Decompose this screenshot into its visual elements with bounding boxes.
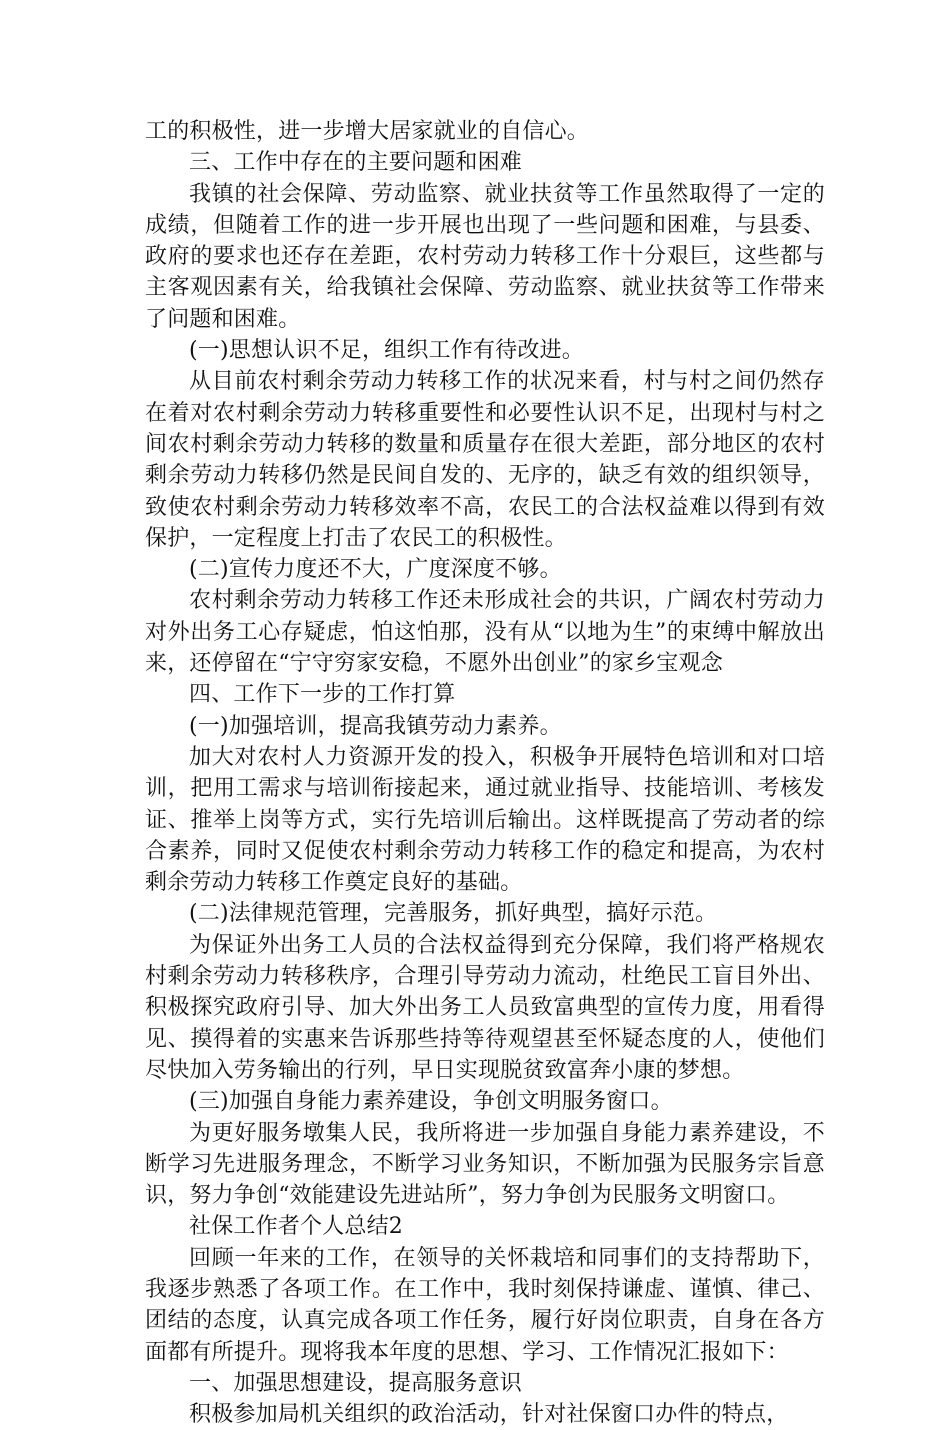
document-body	[145, 116, 825, 1430]
subheading-3-2: (二)宣传力度还不大，广度深度不够。	[189, 557, 562, 583]
section-heading-3: 三、工作中存在的主要问题和困难	[189, 150, 523, 176]
paragraph-2: 我镇的社会保障、劳动监察、就业扶贫等工作虽然取得了一定的成绩，但随着工作的进一步开展也出现了一些问题和困难，与县委、政府的要求也还存在差距，农村劳动力转移工作十分艰巨，这些都与主客观因素有关，给我镇社会保障、劳动监察、就业扶贫等工作带来了问题和困难。	[145, 181, 825, 332]
section-heading-1: 一、加强思想建设，提高服务意识	[189, 1370, 523, 1396]
paragraph-13: 为更好服务墩集人民，我所将进一步加强自身能力素养建设，不断学习先进服务理念，不断学习业务知识，不断加强为民服务宗旨意识，努力争创“效能建设先进站所”，努力争创为民服务文明窗口。	[145, 1120, 825, 1209]
subheading-4-3: (三)加强自身能力素养建设，争创文明服务窗口。	[189, 1089, 673, 1115]
paragraph-11: 为保证外出务工人员的合法权益得到充分保障，我们将严格规农村剩余劳动力转移秩序，合理引导劳动力流动，杜绝民工盲目外出、积极探究政府引导、加大外出务工人员致富典型的宣传力度，用看得见、摸得着的实惠来告诉那些持等待观望甚至怀疑态度的人，使他们尽快加入劳务输出的行列，早日实现脱贫致富奔小康的梦想。	[145, 932, 825, 1083]
paragraph-6: 农村剩余劳动力转移工作还未形成社会的共识，广阔农村劳动力对外出务工心存疑虑，怕这怕那，没有从“以地为生”的束缚中解放出来，还停留在“宁守穷家安稳，不愿外出创业”的家乡宝观念	[145, 588, 825, 677]
paragraph-4: 从目前农村剩余劳动力转移工作的状况来看，村与村之间仍然存在着对农村剩余劳动力转移重要性和必要性认识不足，出现村与村之间农村剩余劳动力转移的数量和质量存在很大差距，部分地区的农村剩余劳动力转移仍然是民间自发的、无序的，缺乏有效的组织领导，致使农村剩余劳动力转移效率不高，农民工的合法权益难以得到有效保护，一定程度上打击了农民工的积极性。	[145, 369, 825, 551]
section-heading-4: 四、工作下一步的工作打算	[189, 682, 456, 708]
subheading-4-1: (一)加强培训，提高我镇劳动力素养。	[189, 713, 562, 739]
subheading-3-1: (一)思想认识不足，组织工作有待改进。	[189, 338, 584, 364]
subheading-4-2: (二)法律规范管理，完善服务，抓好典型，搞好示范。	[189, 901, 718, 927]
paragraph-15: 回顾一年来的工作，在领导的关怀栽培和同事们的支持帮助下，我逐步熟悉了各项工作。在工作中，我时刻保持谦虚、谨慎、律己、团结的态度，认真完成各项工作任务，履行好岗位职责，自身在各方面都有所提升。现将我本年度的思想、学习、工作情况汇报如下：	[145, 1245, 825, 1365]
paragraph-0: 工的积极性，进一步增大居家就业的自信心。	[145, 119, 590, 144]
summary-title-2: 社保工作者个人总结2	[189, 1214, 403, 1240]
paragraph-17: 积极参加局机关组织的政治活动，针对社保窗口办件的特点，	[189, 1402, 789, 1428]
paragraph-9: 加大对农村人力资源开发的投入，积极争开展特色培训和对口培训，把用工需求与培训衔接起来，通过就业指导、技能培训、考核发证、推举上岗等方式，实行先培训后输出。这样既提高了劳动者的综合素养，同时又促使农村剩余劳动力转移工作的稳定和提高，为农村剩余劳动力转移工作奠定良好的基础。	[145, 744, 825, 896]
